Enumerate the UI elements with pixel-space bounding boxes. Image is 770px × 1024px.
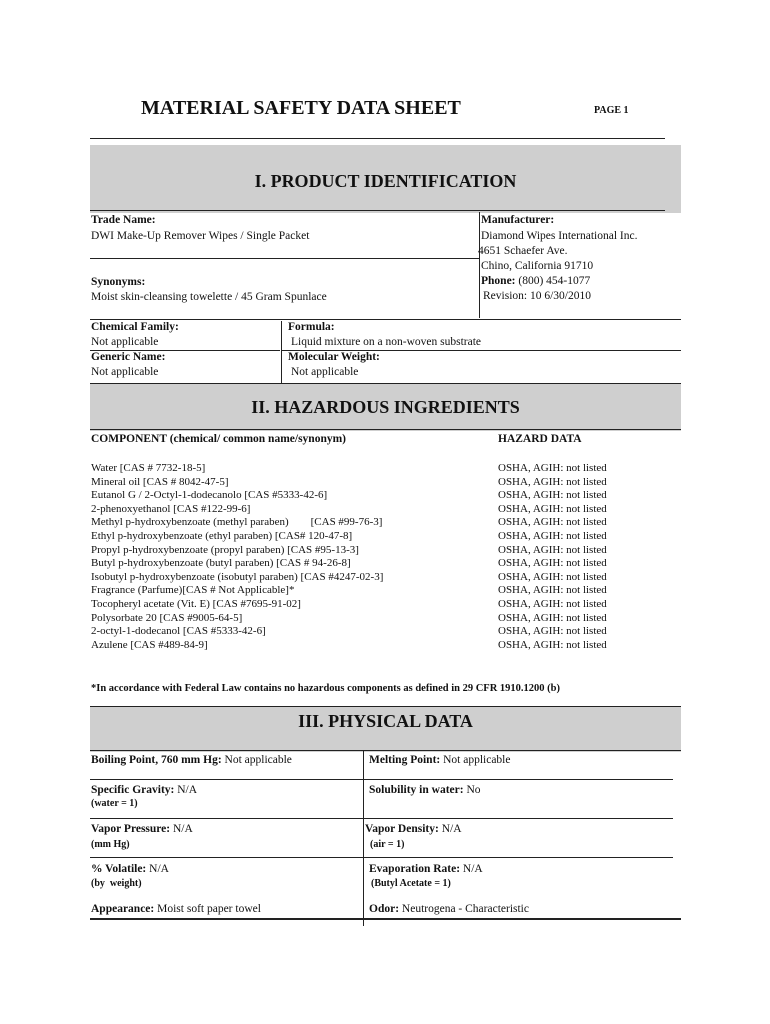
melting-point-value: Not applicable: [443, 754, 511, 766]
federal-law-footnote: *In accordance with Federal Law contains no hazardous components as defined in 29 CFR 1910.1200 (b): [91, 683, 561, 694]
component-item: 2-octyl-1-dodecanol [CAS #5333-42-6]: [91, 625, 266, 638]
trade-name-rule: [90, 258, 479, 259]
component-item: Polysorbate 20 [CAS #9005-64-5]: [91, 611, 243, 624]
hazard-item: OSHA, AGIH: not listed: [498, 638, 607, 651]
physical-row-rule: [90, 857, 673, 858]
phone-line: [481, 275, 590, 287]
odor-value: Neutrogena - Characteristic: [401, 903, 529, 915]
component-item: Fragrance (Parfume)[CAS # Not Applicable]*: [91, 584, 295, 597]
section-1-mid-rule: [90, 319, 681, 320]
volatile-value: N/A: [149, 863, 169, 875]
hazard-list: [498, 462, 607, 652]
hazard-item: OSHA, AGIH: not listed: [498, 462, 607, 474]
volatile-label: % Volatile:: [91, 863, 147, 875]
component-item: Propyl p-hydroxybenzoate (propyl paraben) [CAS #95-13-3]: [91, 543, 359, 556]
boiling-point: [91, 754, 292, 766]
formula-value: Liquid mixture on a non-woven substrate: [291, 336, 482, 348]
hazard-item: OSHA, AGIH: not listed: [498, 570, 607, 583]
vapor-density-value: N/A: [441, 823, 462, 835]
chemical-family-label: Chemical Family:: [91, 321, 179, 333]
manufacturer-line: Diamond Wipes International Inc.: [481, 230, 638, 242]
solubility-label: Solubility in water:: [369, 784, 464, 796]
molecular-weight-label: Molecular Weight:: [288, 351, 380, 363]
hazard-item: OSHA, AGIH: not listed: [498, 625, 607, 638]
volatile: [91, 863, 169, 875]
component-item: Azulene [CAS #489-84-9]: [91, 638, 208, 651]
vapor-density-unit: (air = 1): [370, 839, 405, 850]
section-2-bottom-rule: [90, 429, 681, 430]
volatile-unit: (by weight): [91, 878, 142, 889]
section-2-band: [90, 383, 681, 431]
section-2-title: II. HAZARDOUS INGREDIENTS: [251, 397, 520, 417]
section-3-top-rule: [90, 706, 681, 707]
solubility-value: No: [466, 784, 481, 796]
evaporation-rate-label: Evaporation Rate:: [369, 863, 461, 875]
physical-data-divider: [363, 750, 364, 926]
component-item: Methyl p-hydroxybenzoate (methyl paraben) [CAS #99-76-3]: [91, 516, 383, 529]
manufacturer-label: Manufacturer:: [481, 214, 555, 226]
evaporation-rate-value: N/A: [462, 863, 483, 875]
section-3-band: [90, 706, 681, 752]
vapor-pressure-label: Vapor Pressure:: [91, 823, 171, 835]
component-item: Butyl p-hydroxybenzoate (butyl paraben) [CAS # 94-26-8]: [91, 557, 351, 570]
physical-row-rule: [90, 779, 673, 780]
component-item: Eutanol G / 2-Octyl-1-dodecanolo [CAS #5333-42-6]: [91, 489, 328, 502]
odor-label: Odor:: [369, 903, 400, 915]
hazard-item: OSHA, AGIH: not listed: [498, 529, 607, 542]
hazard-item: OSHA, AGIH: not listed: [498, 597, 607, 610]
vapor-pressure: [91, 823, 193, 835]
section-1-band: [90, 145, 681, 213]
hazard-item: OSHA, AGIH: not listed: [498, 611, 607, 624]
hazard-item: OSHA, AGIH: not listed: [498, 489, 607, 502]
component-item: Water [CAS # 7732-18-5]: [91, 462, 206, 474]
boiling-point-label: Boiling Point, 760 mm Hg:: [91, 754, 222, 766]
specific-gravity-value: N/A: [177, 784, 198, 796]
hazard-item: OSHA, AGIH: not listed: [498, 557, 607, 570]
formula-label: Formula:: [288, 321, 335, 333]
generic-name-value: Not applicable: [91, 366, 159, 378]
component-item: 2-phenoxyethanol [CAS #122-99-6]: [91, 502, 251, 515]
hazard-header: HAZARD DATA: [498, 433, 582, 445]
chemical-family-value: Not applicable: [91, 336, 159, 348]
boiling-point-value: Not applicable: [224, 754, 292, 766]
molecular-weight-value: Not applicable: [291, 366, 359, 378]
page-number: PAGE 1: [594, 105, 629, 116]
section-1-rule: [90, 210, 665, 211]
melting-point-label: Melting Point:: [369, 754, 441, 766]
section-3-bottom-rule: [90, 750, 681, 751]
manufacturer-line: Chino, California 91710: [481, 260, 594, 272]
hazard-item: OSHA, AGIH: not listed: [498, 475, 607, 488]
vapor-density-label: Vapor Density:: [365, 823, 439, 835]
specific-gravity: [91, 784, 197, 796]
trade-name-label: Trade Name:: [91, 214, 156, 226]
phone-value: (800) 454-1077: [518, 275, 591, 287]
specific-gravity-unit: (water = 1): [91, 798, 138, 809]
physical-row-rule: [90, 818, 673, 819]
vapor-pressure-value: N/A: [173, 823, 193, 835]
generic-name-label: Generic Name:: [91, 351, 166, 363]
component-item: Mineral oil [CAS # 8042-47-5]: [91, 475, 229, 488]
revision: Revision: 10 6/30/2010: [483, 290, 591, 302]
formula-divider: [281, 321, 282, 389]
component-list: [91, 462, 383, 652]
section-3-end-rule: [90, 918, 681, 920]
component-item: Isobutyl p-hydroxybenzoate (isobutyl paraben) [CAS #4247-02-3]: [91, 570, 384, 583]
specific-gravity-label: Specific Gravity:: [91, 784, 175, 796]
synonyms-value: Moist skin-cleansing towelette / 45 Gram Spunlace: [91, 291, 327, 303]
section-2-top-rule: [90, 383, 681, 384]
trade-name-value: DWI Make-Up Remover Wipes / Single Packet: [91, 230, 310, 242]
hazard-item: OSHA, AGIH: not listed: [498, 516, 607, 529]
vapor-pressure-unit: (mm Hg): [91, 839, 130, 850]
phone-label: Phone:: [481, 275, 516, 287]
header-rule: [90, 138, 665, 139]
component-item: Ethyl p-hydroxybenzoate (ethyl paraben) [CAS# 120-47-8]: [91, 529, 353, 542]
hazard-item: OSHA, AGIH: not listed: [498, 502, 607, 515]
vapor-density: [365, 823, 462, 835]
manufacturer-line: 4651 Schaefer Ave.: [478, 245, 568, 257]
hazard-item: OSHA, AGIH: not listed: [498, 543, 607, 556]
solubility: [369, 784, 481, 796]
synonyms-label: Synonyms:: [91, 276, 146, 288]
component-header: COMPONENT (chemical/ common name/synonym): [91, 433, 347, 445]
hazard-item: OSHA, AGIH: not listed: [498, 584, 607, 597]
appearance-value: Moist soft paper towel: [157, 903, 261, 915]
section-1-title: I. PRODUCT IDENTIFICATION: [254, 171, 517, 191]
document-title: MATERIAL SAFETY DATA SHEET: [141, 97, 461, 119]
evaporation-rate-unit: (Butyl Acetate = 1): [371, 878, 451, 889]
appearance-label: Appearance:: [91, 903, 155, 915]
section-3-title: III. PHYSICAL DATA: [298, 711, 473, 731]
odor: [369, 903, 529, 915]
component-item: Tocopheryl acetate (Vit. E) [CAS #7695-91-02]: [91, 597, 301, 610]
melting-point: [369, 754, 511, 766]
evaporation-rate: [369, 863, 483, 875]
section-1-divider: [479, 212, 480, 318]
appearance: [91, 903, 261, 915]
